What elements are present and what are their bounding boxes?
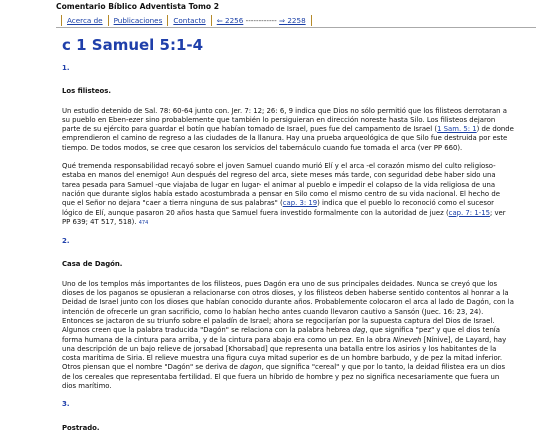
- next-page-link[interactable]: [279, 16, 306, 25]
- nav-link-about[interactable]: Acerca de: [67, 15, 103, 25]
- prev-page-icon: ⇐: [216, 15, 226, 25]
- verse-keyword: Los filisteos.: [62, 87, 111, 96]
- page-nav: [217, 16, 306, 25]
- text-run: , que significa "cereal" y que por lo tanto, la deidad filistea era un dios de los cereales que representaba fertilidad. El que fuera un híbrido de hombre y pez no significa necesariamente que fuera un dios marítimo.: [62, 363, 506, 391]
- page-nav-dashes: ------------: [245, 15, 277, 25]
- page-marker: 474: [138, 219, 149, 226]
- text-run: ; ver PP 639; 4T 517, 518).: [62, 208, 506, 226]
- nav-separator: [61, 15, 62, 26]
- page-title: c 1 Samuel 5:1-4: [62, 36, 204, 54]
- nav-link-contact[interactable]: Contacto: [173, 15, 206, 25]
- text-run: Qué tremenda responsabilidad recayó sobre el joven Samuel cuando murió Elí y el arca -el corazón mismo del culto religioso- estaba en manos del enemigo! Aun después del regreso del arca, siete meses más tarde, con seguridad debe haber sido una tarea pesada para Samuel -que viajaba de lugar en lugar- el animar al pueblo e impedir el colapso de la vida religiosa de una nación que durante siglos había estado acostumbrada a pensar en Silo como el mismo centro de su vida nacional. El hecho de que el Señor no dejara "caer a tierra ninguna de sus palabras" (: [62, 162, 500, 208]
- commentary-paragraph: [62, 107, 514, 153]
- next-page-icon: ⇒: [279, 15, 288, 25]
- nav-separator: [311, 15, 312, 26]
- verse-number: 2.: [62, 237, 70, 246]
- nav-separator: [211, 15, 212, 26]
- italic-term: dagon: [240, 363, 262, 372]
- main-content: [62, 36, 514, 443]
- commentary-paragraph: [62, 280, 514, 392]
- text-run: [Nínive], de Layard, hay una descripción de un bajo relieve de jorsabad [Khorsabad] que representa una batalla entre los asirios y los habitantes de la costa marítima de Siria. El relieve muestra una figura cuya mitad superior es de un hombre barbudo, y de pez la mitad inferior. Otros piensan que el nombre "Dagón" se deriva de: [62, 335, 507, 372]
- nav-bar: [56, 13, 536, 28]
- nav-link-publications[interactable]: Publicaciones: [113, 15, 163, 25]
- verse-number: 1.: [62, 64, 70, 72]
- scripture-link[interactable]: cap. 3: 19: [282, 199, 318, 208]
- italic-term: dag: [352, 326, 366, 335]
- next-page-number: 2258: [287, 15, 306, 25]
- text-run: ) de donde emprendieron el camino de regreso a las ciudades de la llanura. Hay una prueba arqueológica de que Silo fue destruida por este tiempo. De todos modos, se cree que cesaron los servicios del tabernáculo cuando fue tomada el arca (ver PP 660).: [62, 125, 514, 152]
- text-run: , que significa "pez" y que el dios tenía forma humana de la cintura para arriba, y de la cintura para abajo era como un pez. En la obra: [62, 326, 500, 344]
- verse-keyword: Casa de Dagón.: [62, 260, 123, 269]
- commentary-paragraph: [62, 162, 514, 228]
- verse-number: 3.: [62, 400, 70, 409]
- header: [56, 2, 536, 28]
- prev-page-link[interactable]: [217, 16, 244, 25]
- scripture-link[interactable]: cap. 7: 1-15: [448, 208, 490, 217]
- text-run: Un estudio detenido de Sal. 78: 60-64 junto con. Jer. 7: 12; 26: 6, 9 indica que Dios no sólo permitió que los filisteos derrotaran a su pueblo en Eben-ezer sino probablemente que también lo persiguieran en dirección noreste hasta Silo. Los filisteos dejaron parte de su ejército para guardar el botín que habían tomado de Israel, pues fue del campamento de Israel (: [62, 106, 507, 134]
- text-run: Uno de los templos más importantes de los filisteos, pues Dagón era uno de sus principales deidades. Nunca se creyó que los dioses de los paganos se opusieran a relacionarse con otros dioses, y los filisteos deben haberse sentido contentos al honrar a la Deidad de Israel junto con los dioses que habían conocido durante años. Probablemente colocaron el arca al lado de Dagón, con la intención de ofrecerle un gran sacrificio, como lo habían hecho antes cuando llevaron cautivo a Sansón (Juec. 16: 23, 24). Entonces se jactaron de su triunfo sobre el paladín de Israel; ahora se regocijarían por la supuesta captura del Dios de Israel. Algunos creen que la palabra traducida "Dagón" se relaciona con la palabra hebrea: [62, 279, 514, 335]
- italic-term: Nineveh: [392, 335, 422, 344]
- text-run: ) indica que el pueblo lo reconoció como el sucesor lógico de Elí, aunque pasaron 20 años hasta que Samuel fuera investido formalmente con la autoridad de juez (: [62, 199, 494, 217]
- scripture-link[interactable]: 1 Sam. 5: 1: [437, 125, 477, 134]
- nav-separator: [108, 15, 109, 26]
- prev-page-number: 2256: [225, 15, 244, 25]
- book-title: Comentario Bíblico Adventista Tomo 2: [56, 2, 220, 11]
- nav-separator: [167, 15, 168, 26]
- verse-keyword: Postrado.: [62, 423, 100, 432]
